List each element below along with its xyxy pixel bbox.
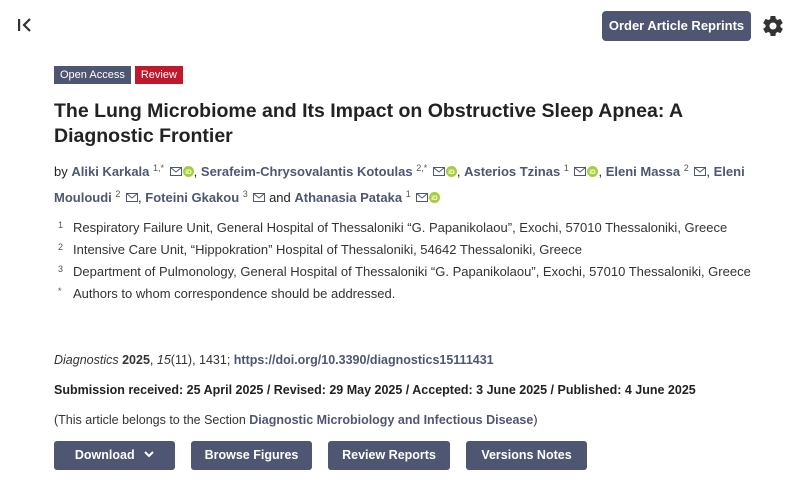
citation-year: 2025: [122, 353, 150, 367]
svg-text:iD: iD: [589, 169, 597, 176]
mail-icon[interactable]: [433, 167, 445, 176]
affiliation-number: 1: [58, 220, 64, 230]
affiliation-item: [56, 239, 756, 261]
section-suffix: ): [533, 413, 538, 427]
author-name[interactable]: Eleni Massa: [605, 164, 681, 179]
mail-icon[interactable]: [694, 167, 706, 176]
author-name[interactable]: Aliki Karkala: [71, 164, 150, 179]
author-name[interactable]: Foteini Gkakou: [145, 190, 240, 205]
affiliation-text: Respiratory Failure Unit, General Hospital of Thessaloniki “G. Papanikolaou”, Exochi, 57010 Thessaloniki, Greece: [73, 220, 728, 235]
article-title: The Lung Microbiome and Its Impact on Obstructive Sleep Apnea: A Diagnostic Frontier: [54, 100, 683, 147]
mail-icon[interactable]: [126, 193, 138, 202]
browse-figures-button[interactable]: Browse Figures: [191, 441, 312, 470]
chevron-down-icon: [144, 451, 154, 458]
author-name[interactable]: Serafeim-Chrysovalantis Kotoulas: [200, 164, 413, 179]
collapse-sidebar-icon: [14, 13, 38, 37]
affiliation-text: Department of Pulmonology, General Hospital of Thessaloniki “G. Papanikolaou”, Exochi, 57010 Thessaloniki, Greece: [73, 264, 751, 279]
orcid-icon[interactable]: [429, 192, 440, 203]
journal-name: Diagnostics: [54, 353, 119, 367]
citation-line: Diagnostics 2025, 15(11), 1431; https://doi.org/10.3390/diagnostics15111431: [54, 353, 494, 367]
download-label: Download: [74, 448, 135, 462]
collapse-sidebar-button[interactable]: [14, 13, 38, 37]
author-affil-sup: 1: [405, 189, 411, 199]
mail-icon[interactable]: [170, 167, 182, 176]
citation-issue-pages: (11), 1431;: [170, 353, 234, 367]
citation-volume: 15: [156, 353, 171, 367]
author-affil-sup: 2,*: [416, 163, 428, 173]
download-button[interactable]: [54, 441, 175, 470]
orcid-icon[interactable]: [446, 166, 457, 177]
affiliation-number: *: [58, 286, 62, 296]
affiliation-number: 2: [58, 242, 64, 252]
order-reprints-button[interactable]: Order Article Reprints: [602, 11, 751, 41]
affiliation-item: [56, 261, 756, 283]
affiliation-text: Authors to whom correspondence should be addressed.: [73, 286, 396, 301]
svg-text:iD: iD: [184, 169, 192, 176]
by-label: by: [54, 164, 68, 179]
section-link[interactable]: Diagnostic Microbiology and Infectious Disease: [249, 413, 534, 427]
section-prefix: (This article belongs to the Section: [54, 413, 250, 427]
author-affil-sup: 2: [115, 189, 121, 199]
section-note: [54, 411, 538, 429]
orcid-icon[interactable]: [183, 166, 194, 177]
affiliation-text: Intensive Care Unit, “Hippokration” Hospital of Thessaloniki, 54642 Thessaloniki, Greece: [73, 242, 582, 257]
open-access-badge[interactable]: Open Access: [54, 66, 131, 84]
author-name[interactable]: Eleni Mouloudi: [54, 164, 745, 205]
gear-icon: [761, 14, 785, 38]
and-label: and: [269, 190, 291, 205]
settings-button[interactable]: [761, 14, 785, 38]
orcid-icon[interactable]: [587, 166, 598, 177]
affiliation-item: [56, 283, 756, 305]
mail-icon[interactable]: [416, 193, 428, 202]
affiliation-number: 3: [58, 264, 64, 274]
article-actions: [54, 441, 587, 470]
svg-text:iD: iD: [448, 169, 455, 176]
review-reports-button[interactable]: Review Reports: [328, 441, 450, 470]
author-affil-sup: 2: [683, 163, 689, 173]
doi-link[interactable]: https://doi.org/10.3390/diagnostics15111431: [233, 353, 494, 367]
affiliation-list: [56, 217, 756, 305]
mail-icon[interactable]: [253, 193, 265, 202]
versions-notes-button[interactable]: Versions Notes: [466, 441, 587, 470]
affiliation-item: [56, 217, 756, 239]
mail-icon[interactable]: [574, 167, 586, 176]
author-name[interactable]: Athanasia Pataka: [294, 190, 403, 205]
svg-text:iD: iD: [431, 195, 439, 202]
article-badges: [54, 66, 183, 84]
author-affil-sup: 1: [563, 163, 569, 173]
top-bar: [0, 0, 800, 52]
author-name[interactable]: Asterios Tzinas: [464, 164, 561, 179]
author-affil-sup: 3: [242, 189, 248, 199]
author-affil-sup: 1,*: [153, 163, 165, 173]
review-badge[interactable]: Review: [135, 66, 183, 84]
publication-dates: Submission received: 25 April 2025 / Revised: 29 May 2025 / Accepted: 3 June 2025 / Published: 4 June 2025: [54, 383, 696, 397]
author-list: by Aliki Karkala $^{1,*}$ iD , Serafeim-Chrysovalantis Kotoulas $^{2,*}$ iD , Asterios Tzinas $^1$ iD , Eleni Massa $^2$ , Eleni Mouloudi $^2$ , Foteini Gkakou $^3$ and Athanasia Pataka $^1$ iD: [54, 163, 745, 205]
